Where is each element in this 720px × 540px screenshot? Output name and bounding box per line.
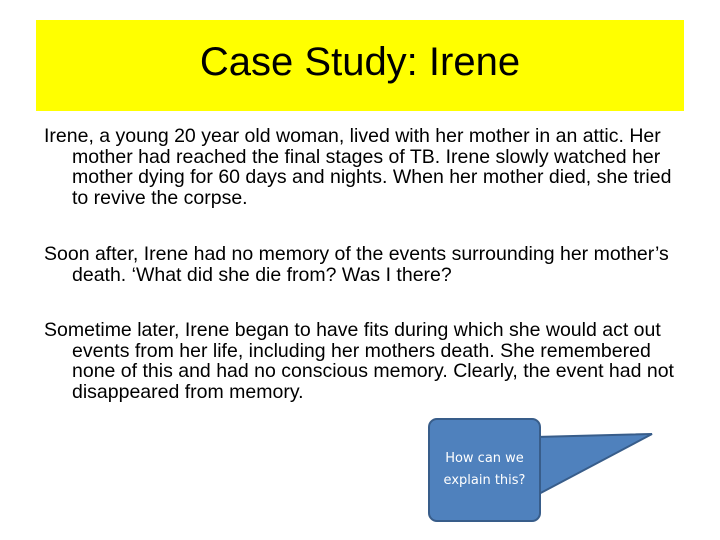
paragraph-3-text: Sometime later, Irene began to have fits during which she would act out events from her life, including her mothers death. She remembered none of this and had no conscious memory. Clearly, the event had not disappeared from memory. [44,319,674,403]
slide-title: Case Study: Irene [199,40,521,84]
paragraph-2-text: Soon after, Irene had no memory of the events surrounding her mother’s death. ‘What did she die from? Was I there? [44,243,669,286]
paragraph-1-text: Irene, a young 20 year old woman, lived with her mother in an attic. Her mother had reached the final stages of TB. Irene slowly watched her mother dying for 60 days and nights. When her mother died, she tried to revive the corpse. [44,125,672,209]
callout-tail-shape [535,434,652,496]
callout-bubble [428,418,541,522]
callout-text: How can we explain this? [443,451,526,488]
